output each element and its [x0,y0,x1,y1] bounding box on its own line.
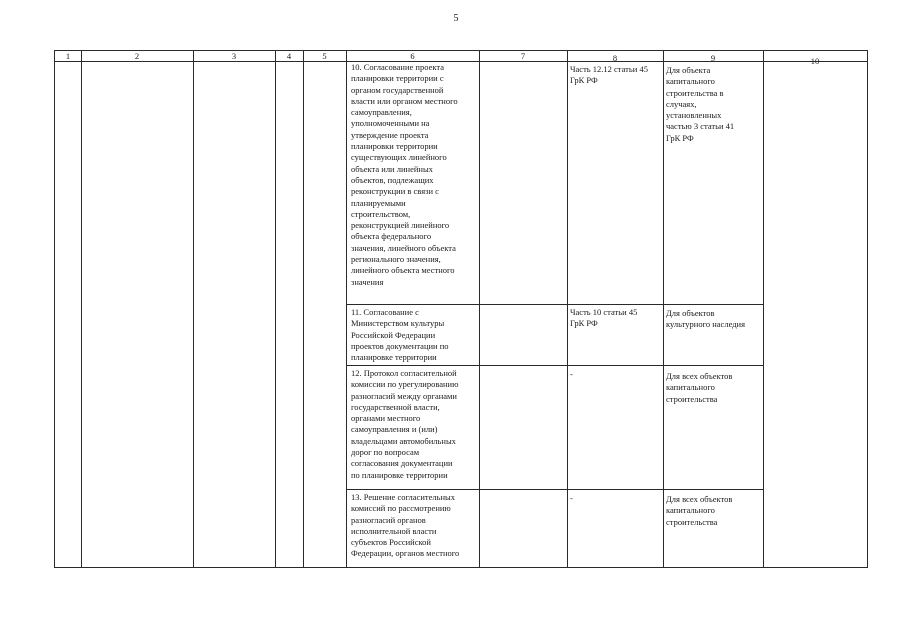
document-cell: 12. Протокол согласительной комиссии по урегулированию разногласий между органами государственной власти, органами местного самоуправления и (или) владельцами автомобильных дорог по вопросам согласования документации по планировке территории [351,368,459,480]
page-number: 5 [453,13,459,24]
row-divider [346,304,763,305]
legal-basis-cell: Часть 12.12 статьи 45 ГрК РФ [570,64,648,86]
column-header-4: 4 [286,51,292,61]
applicability-cell: Для объекта капитального строительства в случаях, установленных частью 3 статьи 41 ГрК РФ [666,65,735,143]
column-header-10: 10 [810,56,820,66]
column-divider [193,51,194,567]
column-header-8: 8 [612,53,618,63]
document-cell: 10. Согласование проекта планировки территории с органом государственной власти или органом местного самоуправления, уполномоченными на утверждение проекта планировки территории существующих линейного объекта или линейных объектов, подлежащих реконструкции в связи с планируемыми строительством, реконструкцией линейного объекта федерального значения, линейного объекта регионального значения, линейного объекта местного значения [351,62,458,287]
applicability-cell: Для всех объектов капитального строительства [666,371,733,404]
row-divider [346,489,763,490]
row-divider [346,365,763,366]
applicability-cell: Для всех объектов капитального строительства [666,494,733,527]
column-divider [81,51,82,567]
column-divider [763,51,764,567]
column-header-3: 3 [231,51,237,61]
applicability-cell: Для объектов культурного наследия [666,308,746,330]
column-header-2: 2 [134,51,140,61]
column-header-6: 6 [410,51,415,61]
column-divider [275,51,276,567]
column-header-5: 5 [322,51,327,61]
legal-basis-cell: Часть 10 статьи 45 ГрК РФ [570,307,638,329]
document-cell: 11. Согласование с Министерством культуры Российской Федерации проектов документации по планировке территории [351,307,449,363]
document-table [54,50,868,568]
column-header-1: 1 [65,51,71,61]
document-cell: 13. Решение согласительных комиссий по рассмотрению разногласий органов исполнительной власти субъектов Российской Федерации, органов местного [351,492,460,559]
column-header-7: 7 [520,51,526,61]
legal-basis-cell: - [570,369,573,379]
column-header-9: 9 [710,53,716,63]
legal-basis-cell: - [570,493,573,503]
column-divider [303,51,304,567]
